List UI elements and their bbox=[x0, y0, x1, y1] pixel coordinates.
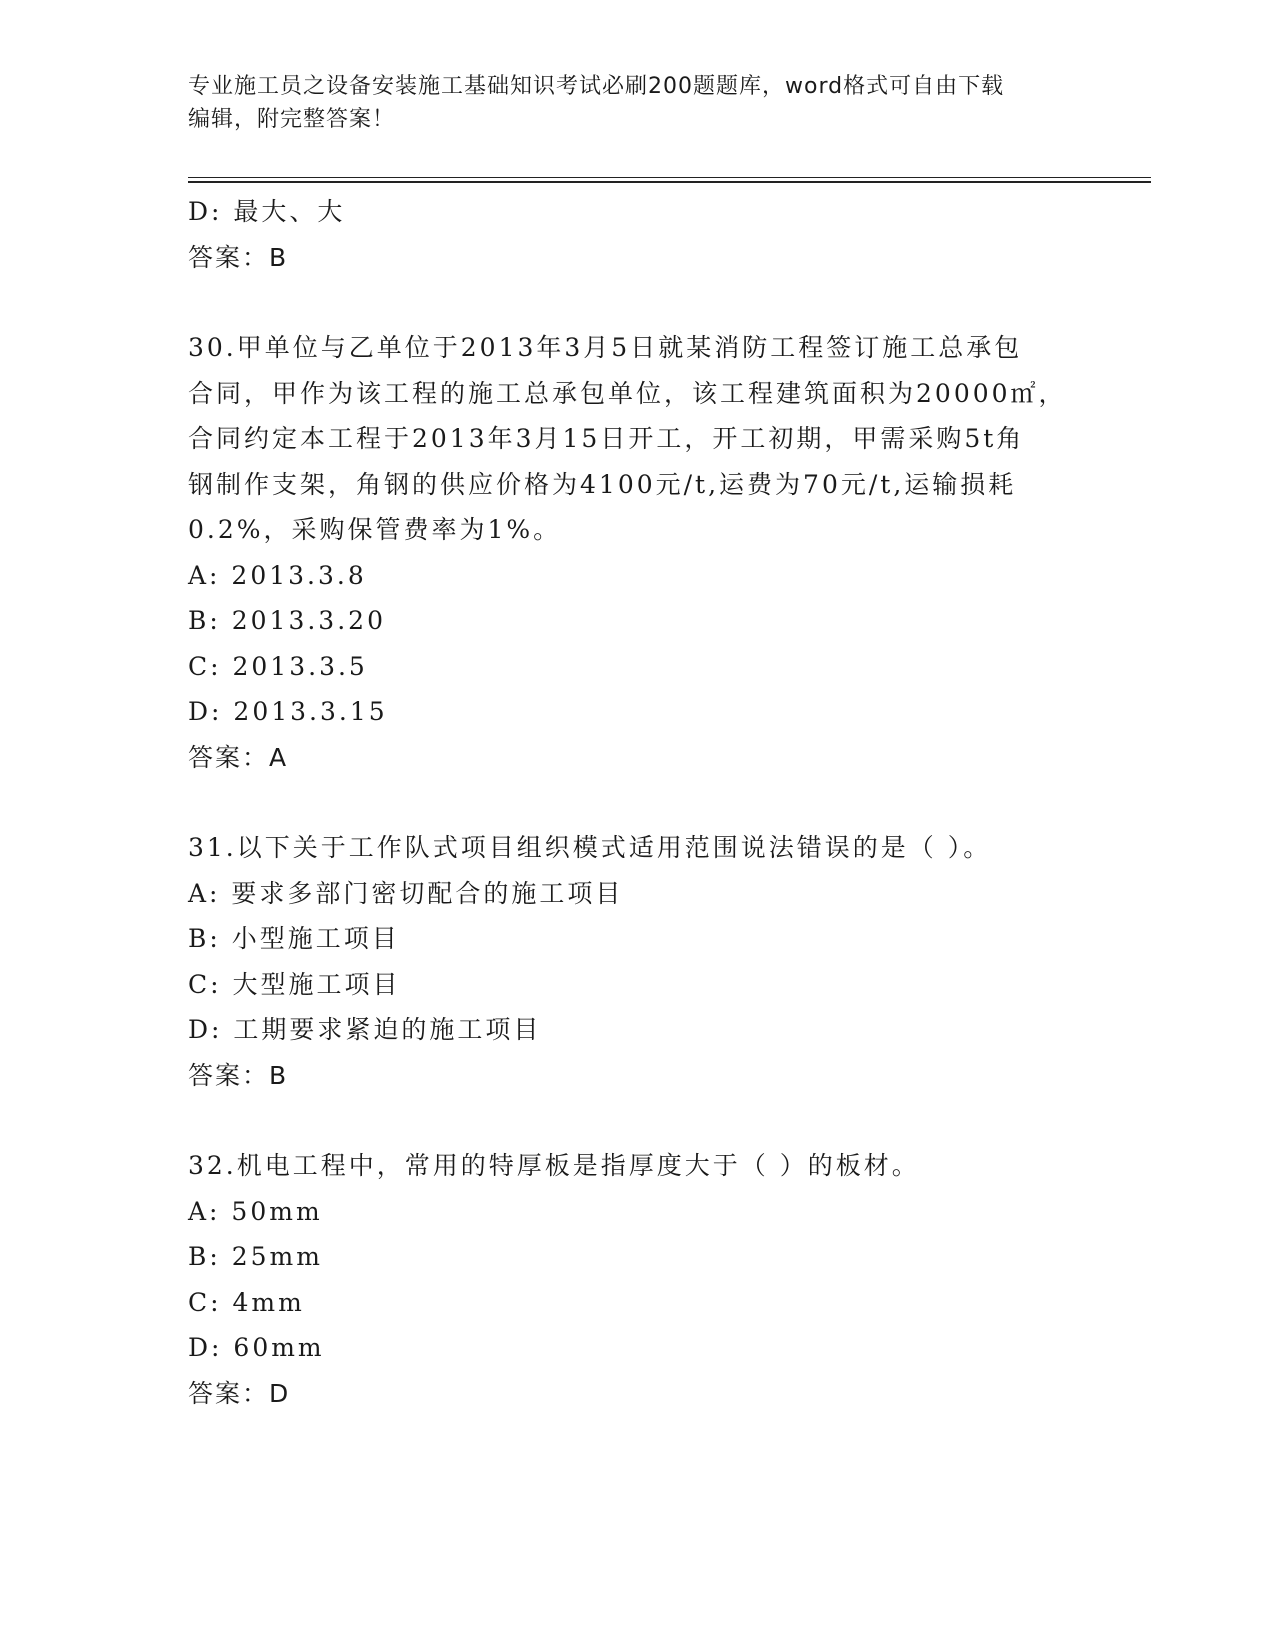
page-content bbox=[188, 189, 1088, 1416]
option-d: D: 2013.3.15 bbox=[188, 697, 388, 726]
header-title-line-2: 编辑，附完整答案！ bbox=[188, 107, 396, 132]
question-30 bbox=[188, 325, 1088, 780]
stem-line: 31.以下关于工作队式项目组织模式适用范围说法错误的是（ ）。 bbox=[188, 833, 992, 862]
question-stem bbox=[188, 825, 1088, 871]
stem-line: 30.甲单位与乙单位于2013年3月5日就某消防工程签订施工总承包 bbox=[188, 333, 1023, 362]
option-c: C: 2013.3.5 bbox=[188, 651, 368, 681]
header-rule-thick bbox=[188, 181, 1151, 183]
option-c: C: 4mm bbox=[188, 1287, 305, 1317]
header-title-line-1: 专业施工员之设备安装施工基础知识考试必刷200题题库，word格式可自由下载 bbox=[188, 74, 1005, 99]
answer-line: 答案：D bbox=[188, 1378, 291, 1408]
option-a: A: 2013.3.8 bbox=[188, 560, 367, 590]
question-31 bbox=[188, 825, 1088, 1098]
option-a: A: 50mm bbox=[188, 1196, 323, 1226]
previous-question-tail bbox=[188, 189, 1088, 280]
document-header bbox=[188, 70, 1088, 136]
answer-line: 答案：A bbox=[188, 742, 289, 772]
option-a: A: 要求多部门密切配合的施工项目 bbox=[188, 878, 624, 908]
stem-line: 0.2%，采购保管费率为1%。 bbox=[188, 515, 562, 544]
option-b: B: 25mm bbox=[188, 1242, 323, 1271]
stem-line: 32.机电工程中，常用的特厚板是指厚度大于（ ）的板材。 bbox=[188, 1151, 920, 1180]
option-b: B: 小型施工项目 bbox=[188, 924, 400, 953]
option-c: C: 大型施工项目 bbox=[188, 969, 401, 999]
option-d: D: 工期要求紧迫的施工项目 bbox=[188, 1015, 542, 1044]
option-b: B: 2013.3.20 bbox=[188, 606, 386, 635]
question-32 bbox=[188, 1143, 1088, 1416]
stem-line: 钢制作支架，角钢的供应价格为4100元/t,运费为70元/t,运输损耗 bbox=[188, 469, 1017, 499]
question-stem bbox=[188, 1143, 1088, 1189]
stem-line: 合同，甲作为该工程的施工总承包单位，该工程建筑面积为20000㎡， bbox=[188, 378, 1067, 408]
stem-line: 合同约定本工程于2013年3月15日开工，开工初期，甲需采购5t角 bbox=[188, 424, 1025, 453]
header-rule-thin bbox=[188, 177, 1151, 178]
answer-line: 答案：B bbox=[188, 242, 289, 272]
option-d: D: 60mm bbox=[188, 1333, 325, 1362]
option-d: D: 最大、大 bbox=[188, 197, 346, 226]
answer-line: 答案：B bbox=[188, 1060, 289, 1090]
question-stem bbox=[188, 325, 1088, 553]
